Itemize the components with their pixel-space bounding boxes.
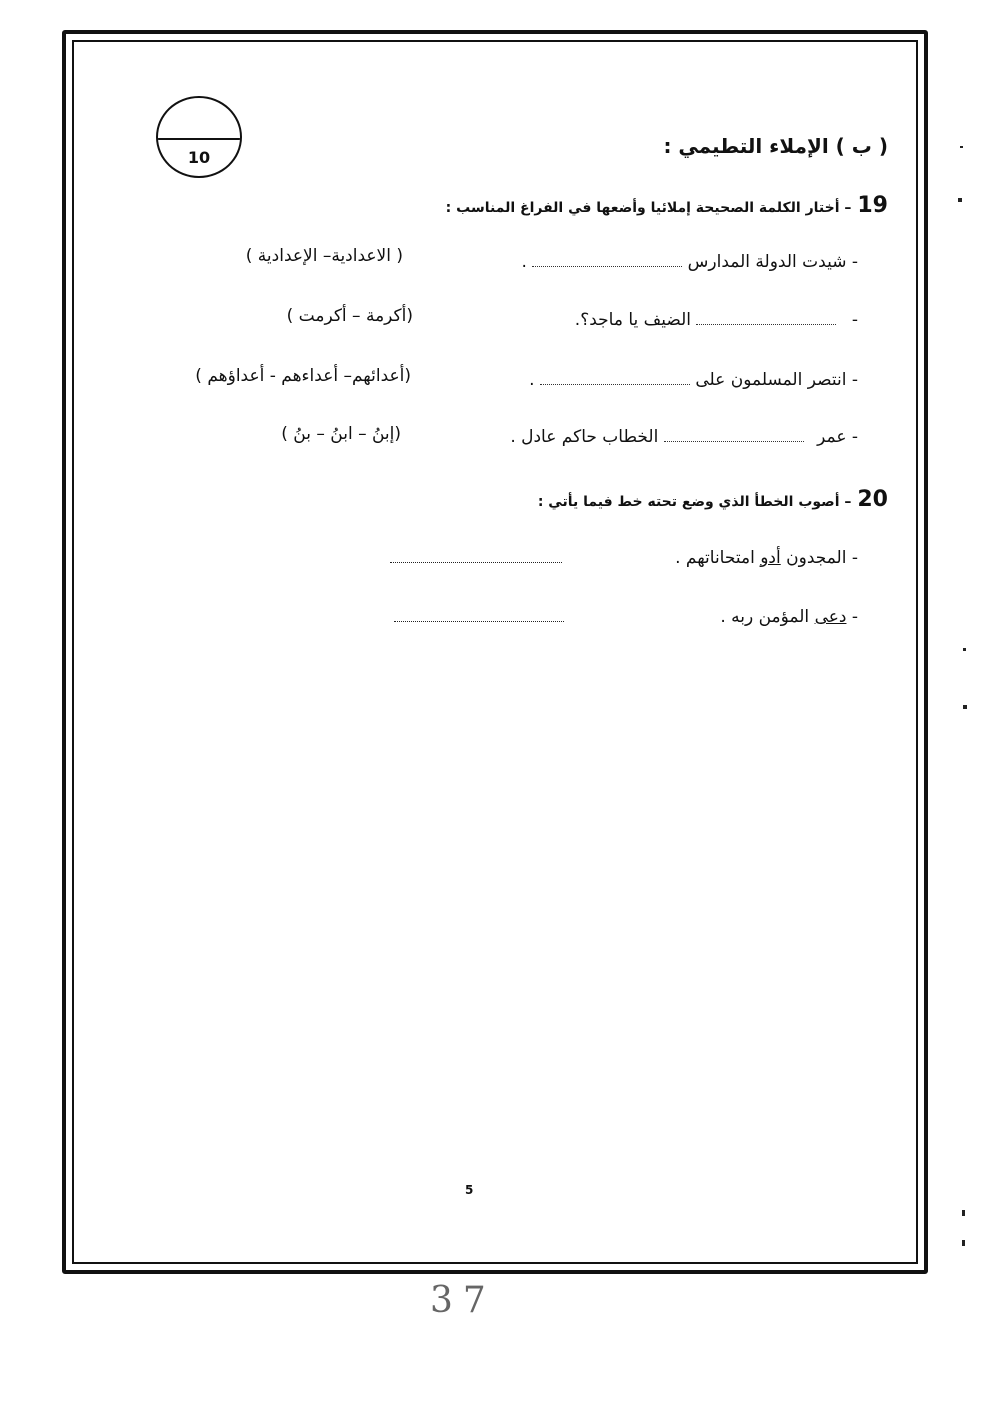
scan-speck [962,1240,965,1246]
item-prefix: - [851,310,858,330]
q19-item-4 [510,427,858,447]
q19-item-2 [575,310,858,330]
scan-speck [962,1210,965,1216]
item-suffix: المؤمن ربه . [720,607,810,627]
answer-blank[interactable] [532,252,682,267]
underlined-error-word: دعى [814,607,847,627]
item-suffix: . [529,370,535,390]
q19-item-4-options: (إبنُ – ابنُ – بنُ ) [281,424,401,444]
item-prefix: - [851,607,858,627]
question-instruction: أصوب الخطأ الذي وضع تحته خط فيما يأتي : [537,494,840,510]
scan-speck [960,146,963,148]
correction-blank[interactable] [390,562,562,563]
page-number: 5 [465,1183,474,1197]
q19-item-3-options: (أعدائهم– أعداءهم - أعداؤهم ) [195,366,411,386]
q19-item-2-options: (أكرمة – أكرمت ) [286,306,413,326]
scan-speck [963,705,967,709]
section-title: ( ب ) الإملاء التطيمي : [663,134,888,158]
score-value: 10 [187,148,211,167]
score-circle [156,96,242,178]
item-prefix: - عمر [817,427,858,447]
q19-item-1 [521,252,858,272]
item-prefix: - شيدت الدولة المدارس [687,252,858,272]
question-number: 20 [857,487,888,512]
q19-item-1-options: ( الاعدادية– الإعدادية ) [245,246,403,266]
item-suffix: الضيف يا ماجد؟. [574,310,692,330]
question-19-heading: 19– أختار الكلمة الصحيحة إملائيا وأضعها في الفراغ المناسب : [445,193,888,218]
correction-blank[interactable] [394,621,564,622]
item-prefix: - انتصر المسلمون على [695,370,858,390]
question-20-heading: 20– أصوب الخطأ الذي وضع تحته خط فيما يأتي : [537,487,888,512]
underlined-error-word: أدو [760,548,781,568]
item-suffix: امتحاناتهم . [675,548,755,568]
answer-blank[interactable] [664,427,804,442]
q19-item-3 [529,370,858,390]
scan-speck [958,198,962,202]
q20-item-1 [675,548,858,568]
q20-item-2 [720,607,858,627]
handwritten-number: 37 [430,1280,496,1321]
question-instruction: أختار الكلمة الصحيحة إملائيا وأضعها في الفراغ المناسب : [445,200,840,216]
scan-speck [963,648,966,651]
score-divider [158,138,240,140]
item-suffix: الخطاب حاكم عادل . [510,427,659,447]
answer-blank[interactable] [540,370,690,385]
answer-blank[interactable] [696,310,836,325]
item-suffix: . [521,252,527,272]
question-number: 19 [857,193,888,218]
item-prefix: - المجدون [786,548,858,568]
page-border-inner [72,40,918,1264]
